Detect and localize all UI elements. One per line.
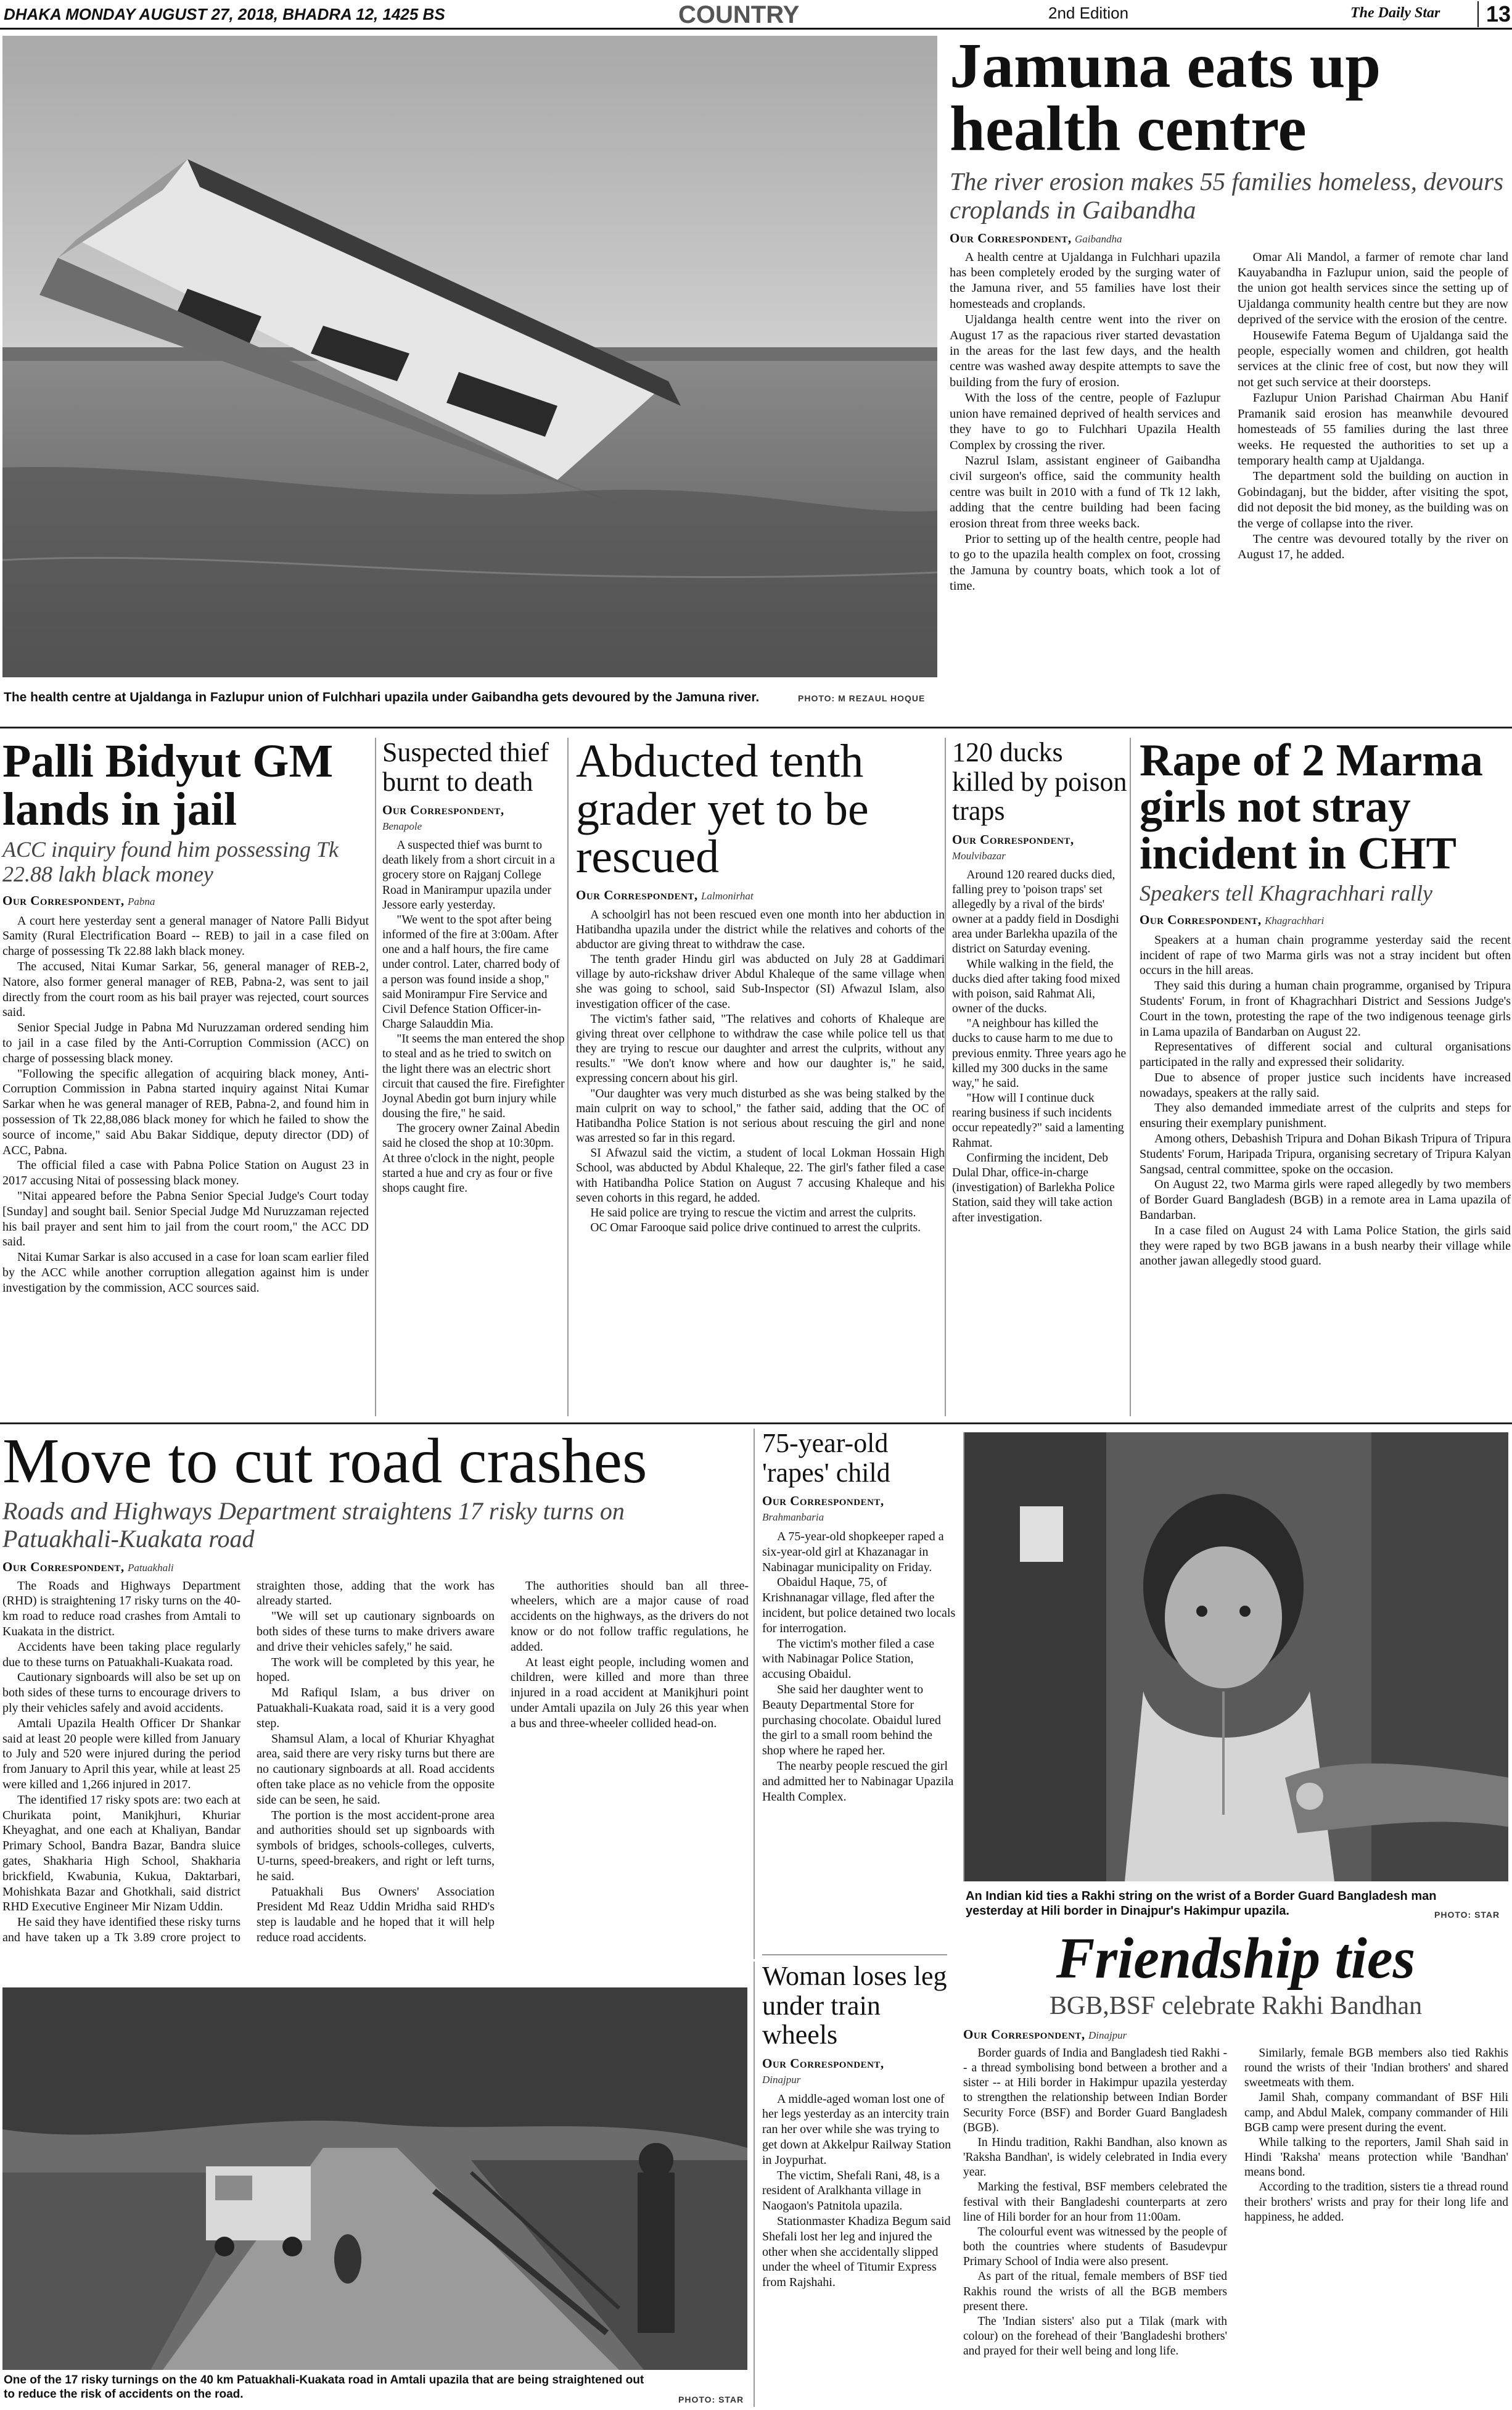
abducted-byline-place: Lalmonirhat (701, 889, 754, 902)
body-paragraph: The work will be completed by this year, he hoped. (257, 1655, 495, 1685)
body-paragraph: SI Afwazul said the victim, a student of local Lokman Hossain High School, was abducted by Abdul Khaleque, 22. The girl's father filed a case with Hatibandha Police Station on August 7 accusing Khaleque and his seven cohorts in this regard, he added. (576, 1147, 945, 1205)
body-paragraph: Fazlupur Union Parishad Chairman Abu Hanif Pramanik said erosion has meanwhile devoured homesteads of 55 families during the last three weeks. He requested the authorities to set up a temporary health camp at Ujaldanga. (1238, 391, 1508, 468)
ducks-byline (952, 832, 1127, 863)
thief-story (375, 738, 566, 1416)
section-name: COUNTRY (678, 1, 800, 28)
body-paragraph: The authorities should ban all three-wheelers, which are a major cause of road accidents on the highways, as the drivers do not know or do not follow traffic regulations, he added. (511, 1578, 749, 1654)
body-paragraph: Due to absence of proper justice such incidents have increased nowadays, speakers at the rally said. (1140, 1070, 1511, 1100)
jamuna-byline (950, 231, 1508, 246)
child-byline (762, 1493, 956, 1524)
jamuna-photo-credit: PHOTO: M REZAUL HOQUE (798, 693, 926, 703)
road-photo-caption: One of the 17 risky turnings on the 40 km Patuakhali-Kuakata road in Amtali upazila that are being straightened out to reduce the risk of accidents on the road. (4, 2374, 644, 2401)
body-paragraph: They also demanded immediate arrest of the culprits and steps for ensuring their exemplary punishment. (1140, 1101, 1511, 1131)
woman-body (762, 2092, 956, 2290)
body-paragraph: Nitai Kumar Sarkar is also accused in a case for loan scam earlier filed by the ACC while another corruption allegation against him is under investigation by the commission, ACC sources said. (2, 1250, 369, 1295)
body-paragraph: "Following the specific allegation of acquiring black money, Anti-Corruption Commission in Pabna started inquiry against Nitai Kumar Sarkar when he was general manager of REB, Pabna-2, and found him in possession of Tk 22,88,086 black money for which he failed to show the source of income," said Abu Bakar Siddique, deputy director (DD) of ACC, Pabna. (2, 1067, 369, 1157)
body-paragraph: Representatives of different social and cultural organisations participated in the rally and expressed their solidarity. (1140, 1040, 1511, 1070)
body-paragraph: The official filed a case with Pabna Police Station on August 23 in 2017 accusing Nitai of possessing black money. (2, 1158, 369, 1188)
body-paragraph: "How will I continue duck rearing business if such incidents occur repeatedly?" said a lamenting Rahmat. (952, 1092, 1124, 1150)
section-divider (0, 727, 1512, 728)
body-paragraph: Nazrul Islam, assistant engineer of Gaibandha civil surgeon's office, said the community health centre was built in 2010 with a fund of Tk 12 lakh, adding that the centre building had been facing erosion threat from three weeks back. (950, 453, 1220, 530)
body-paragraph: Confirming the incident, Deb Dulal Dhar, office-in-charge (investigation) of Barlekha Police Station, said they will take action after investigation. (952, 1151, 1115, 1224)
jamuna-deck: The river erosion makes 55 families homeless, devours croplands in Gaibandha (950, 167, 1504, 224)
jamuna-headline: Jamuna eats up health centre (950, 30, 1381, 164)
jamuna-photo-caption: The health centre at Ujaldanga in Fazlupur union of Fulchhari upazila under Gaibandha gets devoured by the Jamuna river. (4, 690, 760, 704)
body-paragraph: On August 22, two Marma girls were raped allegedly by two members of Border Guard Bangladesh (BGB) in a remote area in Lama upazila of Bandarban. (1140, 1178, 1511, 1223)
friendship-body (963, 2046, 1508, 2379)
flooded-building-illustration (2, 36, 937, 677)
road-byline-author: Our Correspondent, (2, 1559, 125, 1574)
child-headline: 75-year-old 'rapes' child (762, 1428, 890, 1488)
thief-body (382, 838, 566, 1196)
marma-byline-author: Our Correspondent, (1140, 912, 1262, 927)
body-paragraph: Housewife Fatema Begum of Ujaldanga said the people, especially women and children, got health services at the clinic free of cost, but now they will not get such service at their doorsteps. (1238, 328, 1508, 389)
rakhi-scene-illustration (964, 1432, 1508, 1881)
woman-byline (762, 2056, 956, 2087)
body-paragraph: "We went to the spot after being informed of the fire at 3:00am. After one and a half hours, the fire came under control. Later, charred body of a person was found inside a shop," said Monirampur Fire Service and Civil Defence Station Officer-in-Charge Salauddin Mia. (382, 913, 560, 1031)
body-paragraph: The victim's mother filed a case with Nabinagar Police Station, accusing Obaidul. (762, 1636, 935, 1682)
friendship-deck: BGB,BSF celebrate Rakhi Bandhan (1049, 1991, 1423, 2020)
body-paragraph: Speakers at a human chain programme yesterday said the recent incident of rape of two Marma girls was not a stray incident but often occurs in the hill areas. (1140, 933, 1511, 978)
marma-byline-place: Khagrachhari (1264, 914, 1325, 926)
body-paragraph: Jamil Shah, company commandant of BSF Hili camp, and Abdul Malek, company commander of Hili BGB camp were present during the event. (1244, 2091, 1508, 2134)
child-body (762, 1529, 956, 1804)
masthead (0, 0, 1512, 30)
jamuna-photo (2, 36, 937, 677)
body-paragraph: Senior Special Judge in Pabna Md Nuruzzaman ordered sending him to jail in a case filed by the Anti-Corruption Commission (ACC) on charge of possessing black money. (2, 1021, 369, 1065)
story-divider (762, 1954, 947, 1955)
body-paragraph: Ujaldanga health centre went into the river on August 17 as the rapacious river started devastation in the areas for the last few days, and the health centre was washed away despite attempts to save the building from the fury of erosion. (950, 313, 1220, 389)
body-paragraph: Amtali Upazila Health Officer Dr Shankar said at least 20 people were killed from January to July and 520 were injured during the period from January to April this year, while at least 25 were killed and 1,266 injured in 2017. (2, 1716, 240, 1792)
road-photo-credit: PHOTO: STAR (678, 2395, 744, 2404)
body-paragraph: The accused, Nitai Kumar Sarkar, 56, general manager of REB-2, Natore, also former general manager of REB, Pabna-2, was sent to jail directly from the court room as his bail prayer was rejected, court sources said. (2, 960, 369, 1020)
body-paragraph: Cautionary signboards will also be set up on both sides of these turns to encourage drivers to ply their vehicles safely and avoid accidents. (2, 1670, 240, 1715)
marma-deck: Speakers tell Khagrachhari rally (1140, 881, 1432, 906)
abducted-story (567, 735, 945, 1416)
body-paragraph: While talking to the reporters, Jamil Shah said in Hindi 'Raksha' means protection while 'Bandhan' means bond. (1244, 2136, 1508, 2179)
body-paragraph: "A neighbour has killed the ducks to cause harm to me due to previous enmity. Three years ago he killed my 300 ducks in the same way," he said. (952, 1017, 1127, 1090)
body-paragraph: Omar Ali Mandol, a farmer of remote char land Kauyabandha in Fazlupur union, said the people of the union got health services since the setting up of Ujaldanga community health centre but they are now deprived of the service with the erosion of the centre. (1238, 250, 1508, 327)
palli-deck: ACC inquiry found him possessing Tk 22.88 lakh black money (2, 837, 339, 887)
woman-byline-author: Our Correspondent, (762, 2055, 884, 2071)
ducks-headline: 120 ducks killed by poison traps (952, 737, 1127, 827)
ducks-body (952, 868, 1127, 1226)
body-paragraph: Md Rafiqul Islam, a bus driver on Patuakhali-Kuakata road, said it is a very good step. (257, 1686, 495, 1730)
rakhi-photo-caption: An Indian kid ties a Rakhi string on the wrist of a Border Guard Bangladesh man yesterday at Hili border in Dinajpur's Hakimpur upazila. (966, 1889, 1437, 1918)
body-paragraph: The grocery owner Zainal Abedin said he closed the shop at 10:30pm. At three o'clock in the night, people started a hue and cry as four or five shops caught fire. (382, 1122, 560, 1195)
body-paragraph: The tenth grader Hindu girl was abducted on July 28 at Gaddimari village by auto-rickshaw driver Abdul Khaleque of the same village when she was going to school, said Sub-Inspector (SI) Afwazul Islam, also investigation officer of the case. (576, 953, 945, 1011)
body-paragraph: Around 120 reared ducks died, falling prey to 'poison traps' set allegedly by a rival of the birds' owner at a paddy field in Dosdighi area under Barlekha upazila of the district on Saturday evening. (952, 868, 1119, 956)
palli-byline (2, 893, 369, 909)
body-paragraph: A health centre at Ujaldanga in Fulchhari upazila has been completely eroded by the surging water of the Jamuna river, and 55 families have lost their homesteads and croplands. (950, 250, 1220, 311)
rakhi-photo (963, 1432, 1508, 1881)
body-paragraph: Similarly, female BGB members also tied Rakhis round the wrists of their 'Indian brothers' and shared sweetmeats with them. (1244, 2046, 1508, 2090)
body-paragraph: The 'Indian sisters' also put a Tilak (mark with colour) on the forehead of their 'Bangladeshi brothers' and prayed for their well being and long life. (963, 2314, 1227, 2358)
body-paragraph: Accidents have been taking place regularly due to these turns on Patuakhali-Kuakata road. (2, 1640, 240, 1669)
body-paragraph: The Roads and Highways Department (RHD) is straightening 17 risky turns on the 40-km road to reduce road crashes from Amtali to Kuakata in the district. (2, 1578, 240, 1639)
woman-byline-place: Dinajpur (762, 2073, 801, 2086)
woman-headline: Woman loses leg under train wheels (762, 1961, 947, 2050)
marma-story (1130, 735, 1511, 1416)
jamuna-byline-place: Gaibandha (1074, 233, 1122, 245)
road-byline (2, 1559, 749, 1575)
thief-byline-author: Our Correspondent, (382, 803, 504, 818)
body-paragraph: He said police are trying to rescue the victim and arrest the culprits. (590, 1206, 916, 1219)
thief-byline-place: Benapole (382, 820, 422, 833)
rakhi-photo-credit: PHOTO: STAR (1434, 1910, 1500, 1920)
friendship-story (963, 1926, 1508, 2407)
body-paragraph: According to the tradition, sisters tie a thread round their brothers' wrists and pray for their long life and happiness, he added. (1244, 2181, 1508, 2224)
thief-byline (382, 803, 566, 833)
body-paragraph: A schoolgirl has not been rescued even one month into her abduction in Hatibandha upazila under the district while the relatives and cohorts of the abductor are giving threat to withdraw the case. (576, 908, 945, 951)
dateline: DHAKA MONDAY AUGUST 27, 2018, BHADRA 12, 1425 BS (4, 5, 445, 23)
friendship-byline-place: Dinajpur (1088, 2029, 1127, 2041)
body-paragraph: Stationmaster Khadiza Begum said Shefali lost her leg and injured the other when she accidentally slipped under the wheel of Titumir Express from Rajshahi. (762, 2214, 951, 2290)
body-paragraph: The nearby people rescued the girl and admitted her to Nabinagar Upazila Health Complex. (762, 1759, 954, 1804)
body-paragraph: The portion is the most accident-prone area and authorities should set up signboards with symbols of bridges, schools-colleges, culverts, U-turns, speed-breakers, and right or left turns, he said. (257, 1808, 495, 1883)
body-paragraph: As part of the ritual, female members of BSF tied Rakhis round the wrists of all the BGB members present there. (963, 2270, 1227, 2313)
body-paragraph: Obaidul Haque, 75, of Krishnanagar village, fled after the incident, but police detained two locals for interrogation. (762, 1575, 956, 1635)
abducted-headline: Abducted tenth grader yet to be rescued (576, 735, 869, 883)
body-paragraph: She said her daughter went to Beauty Departmental Store for purchasing chocolate. Obaidul lured the girl to a small room behind the shop where he raped her. (762, 1683, 941, 1758)
body-paragraph: The identified 17 risky spots are: two each at Churikata point, Manikjhuri, Khuriar Kheyaghat, and one each at Khaliyan, Bandar Primary School, Bandra Bazar, Bandra sluice gates, Shakharia High School, Shakharia brickfield, Kwabunia, Kukua, Daktarbari, Mohishkata Bazar and Ghotkhali, said district RHD Executive Engineer Mir Nizam Uddin. (2, 1793, 240, 1914)
edition-label: 2nd Edition (1048, 4, 1129, 22)
body-paragraph: "We will set up cautionary signboards on both sides of these turns to make drivers aware and drive their vehicles safely," he said. (257, 1609, 495, 1654)
body-paragraph: Shamsul Alam, a local of Khuriar Khyaghat area, said there are very risky turns but there are no cautionary signboards at all. Road accidents often take place as no vehicle from the opposite side can be seen, he said. (257, 1731, 495, 1807)
body-paragraph: With the loss of the centre, people of Fazlupur union have remained deprived of health services and they have to go to Fulchhari Upazila Health Complex by crossing the river. (950, 391, 1220, 452)
marma-body (1140, 933, 1511, 1269)
body-paragraph: The centre was devoured totally by the river on August 17, he added. (1238, 532, 1508, 562)
road-photo (2, 1987, 747, 2370)
body-paragraph: Prior to setting up of the health centre, people had to go to the upazila health complex on foot, crossing the Jamuna by country boats, which took a lot of time. (950, 532, 1220, 593)
body-paragraph: OC Omar Farooque said police drive continued to arrest the culprits. (590, 1221, 921, 1235)
ducks-byline-place: Moulvibazar (952, 849, 1006, 862)
body-paragraph: A 75-year-old shopkeeper raped a six-year-old girl at Khazanagar in Nabinagar municipality on Friday. (762, 1530, 944, 1574)
body-paragraph: A suspected thief was burnt to death likely from a short circuit in a grocery store on Rajganj College Road in Manirampur upazila under Jessore early yesterday. (382, 839, 555, 912)
abducted-body (576, 908, 945, 1236)
road-body (2, 1578, 749, 1961)
paper-name: The Daily Star (1350, 5, 1440, 21)
road-byline-place: Patuakhali (127, 1561, 174, 1574)
body-paragraph: They said this during a human chain programme, organised by Tripura Students' Forum, in front of Khagrachhari District and Sessions Judge's Court in the town, protesting the rape of the two indigenous teenage girls in Lama upazila of Bandarban on August 22. (1140, 979, 1511, 1039)
body-paragraph: "It seems the man entered the shop to steal and as he tried to switch on the light there was an electric short circuit that caused the fire. Firefighter Joynal Abedin got burn injury while dousing the fire," he said. (382, 1033, 565, 1121)
friendship-headline: Friendship ties (1056, 1926, 1416, 1991)
child-byline-author: Our Correspondent, (762, 1493, 884, 1509)
thief-headline: Suspected thief burnt to death (382, 737, 549, 797)
road-deck: Roads and Highways Department straightens 17 risky turns on Patuakhali-Kuakata road (2, 1497, 625, 1553)
child-story (754, 1429, 956, 1959)
body-paragraph: In Hindu tradition, Rakhi Bandhan, also known as 'Raksha Bandhan', is widely celebrated in India every year. (963, 2136, 1227, 2179)
palli-byline-place: Pabna (127, 895, 155, 907)
body-paragraph: Among others, Debashish Tripura and Dohan Bikash Tripura of Tripura Students' Forum, Haripada Tripura, organising secretary of Tripura Kalyan Sangsad, central committee, spoke on the occasion. (1140, 1132, 1511, 1176)
body-paragraph: "Our daughter was very much disturbed as she was being stalked by the main culprit on way to school," the father said, adding that the OC of Hatibandha Police Station is not serious about rescuing the girl and none was arrested so far in this regard. (576, 1087, 945, 1145)
body-paragraph: Marking the festival, BSF members celebrated the festival with their Bangladeshi counterparts at zero line of Hili border for an hour from 11:00am. (963, 2181, 1227, 2224)
body-paragraph: Patuakhali Bus Owners' Association President Md Reaz Uddin Mridha said RHD's step is laudable and he hoped that it will help reduce road accidents. (257, 1884, 495, 1944)
body-paragraph: The department sold the building on auction in Gobindaganj, but the bidder, after visiting the spot, did not deposit the bid money, as the building was on the verge of collapse into the river. (1238, 469, 1508, 530)
ducks-story (945, 738, 1127, 1416)
abducted-byline (576, 888, 945, 903)
body-paragraph: A court here yesterday sent a general manager of Natore Palli Bidyut Samity (Rural Electrification Board -- REB) to jail in a case filed on charge of possessing Tk 22.88 lakh black money. (2, 914, 369, 959)
palli-body (2, 914, 369, 1296)
body-paragraph: The victim, Shefali Rani, 48, is a resident of Aralkhanta village in Naogaon's Patnitola upazila. (762, 2168, 940, 2213)
body-paragraph: A middle-aged woman lost one of her legs yesterday as an intercity train ran her over while she was trying to get down at Akkelpur Railway Station in Joypurhat. (762, 2092, 951, 2167)
body-paragraph: "Nitai appeared before the Pabna Senior Special Judge's Court today [Sunday] and sought bail. Senior Special Judge Md Nuruzzaman rejected his bail prayer and sent him to jail from the court room," the ACC DD said. (2, 1189, 369, 1249)
friendship-byline-author: Our Correspondent, (963, 2026, 1085, 2042)
child-byline-place: Brahmanbaria (762, 1511, 824, 1524)
body-paragraph: At least eight people, including women and children, were killed and more than three injured in a road accident at Manikjhuri point under Amtali upazila on July 26 this year when a bus and three-wheeler collided head-on. (511, 1655, 749, 1730)
abducted-byline-author: Our Correspondent, (576, 887, 698, 902)
woman-story (754, 1962, 956, 2407)
body-paragraph: While walking in the field, the ducks died after taking food mixed with poison, said Rahmat Ali, owner of the ducks. (952, 957, 1120, 1016)
body-paragraph: The colourful event was witnessed by the people of both the countries where students of Basudevpur Primary School of India were also present. (963, 2225, 1227, 2269)
jamuna-byline-author: Our Correspondent, (950, 230, 1072, 246)
palli-story (2, 735, 369, 1416)
road-scene-illustration (2, 1987, 747, 2370)
marma-headline: Rape of 2 Marma girls not stray incident in CHT (1140, 735, 1483, 879)
page-number: 13 (1477, 1, 1511, 27)
palli-byline-author: Our Correspondent, (2, 893, 125, 908)
body-paragraph: In a case filed on August 24 with Lama Police Station, the girls said they were raped by two BGB jawans in a bush nearby their village while another jawan allegedly stood guard. (1140, 1223, 1511, 1268)
ducks-byline-author: Our Correspondent, (952, 832, 1074, 847)
jamuna-story (950, 30, 1508, 719)
body-paragraph: He said they have identified these risky turns and have taken up a Tk 3.89 crore project to straighten those, adding that the work has already started. (2, 1578, 495, 1944)
road-story (2, 1426, 749, 1984)
body-paragraph: Border guards of India and Bangladesh tied Rakhi -- a thread symbolising bond between a brother and a sister -- at Hili border in Hakimpur upazila yesterday to strengthen the relationship between Indian Border Security Force (BSF) and Border Guard Bangladesh (BGB). (963, 2046, 1227, 2134)
road-headline: Move to cut road crashes (2, 1426, 647, 1496)
palli-headline: Palli Bidyut GM lands in jail (2, 735, 334, 835)
section-divider (0, 1422, 1512, 1424)
friendship-byline (963, 2027, 1508, 2042)
body-paragraph: The victim's father said, "The relatives and cohorts of Khaleque are giving threat over cellphone to withdraw the case while police tell us that they are trying to rescue our daughter and arrest the culprits, without any results." "We don't know where and how our daughter is," he said, expressing concern about his girl. (576, 1012, 945, 1086)
jamuna-body (950, 250, 1508, 595)
marma-byline (1140, 912, 1511, 928)
